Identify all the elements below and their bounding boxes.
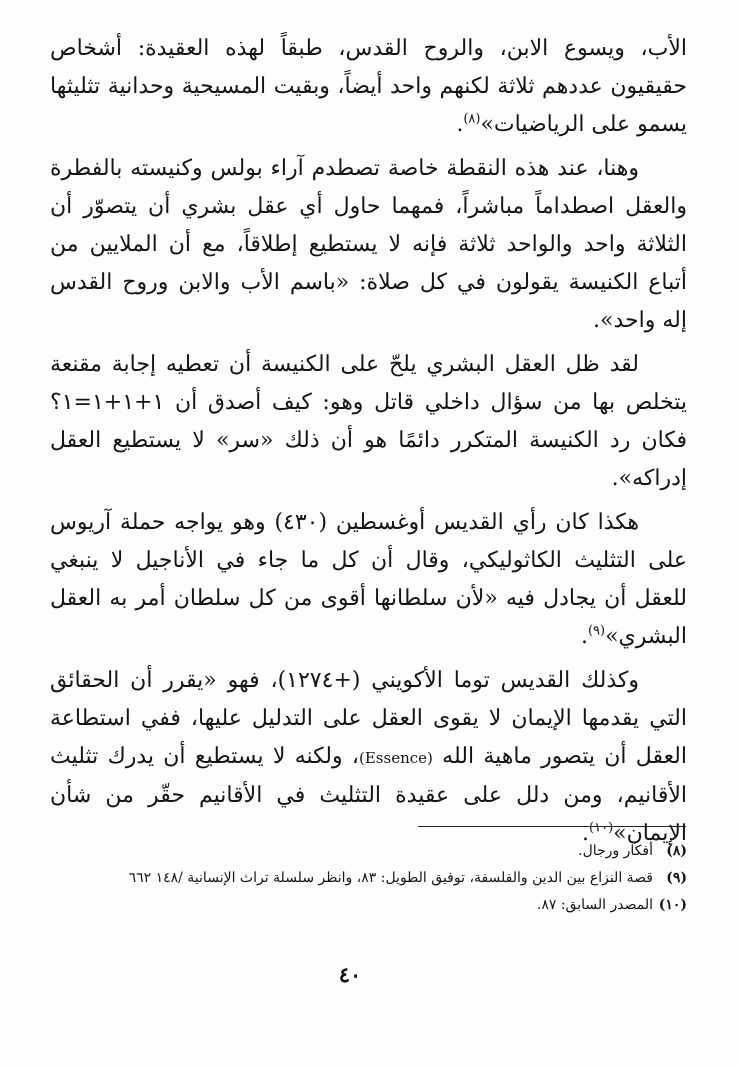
essence-term: (Essence): [359, 749, 433, 767]
footnote-8: [70, 838, 687, 865]
footnote-divider: [418, 826, 686, 827]
footnote-9: [70, 865, 687, 892]
footnote-number: (١٠): [658, 897, 687, 913]
footnote-text: المصدر السابق: ٨٧.: [536, 897, 653, 913]
footnote-ref-10: (١٠): [589, 820, 614, 836]
page-number: ٤٠: [338, 962, 362, 987]
paragraph-1: [50, 30, 687, 144]
footnote-ref-9: (٩): [587, 623, 606, 639]
paragraph-3: [50, 346, 687, 498]
paragraph-1-text: الأب، ويسوع الابن، والروح القدس، طبقاً لهذه العقيدة: أشخاص حقيقيون عددهم ثلاثة لكنهم واحد أيضاً، وبقيت المسيحية وحدانية تثليثها يسمو على الرياضيات»: [50, 36, 687, 137]
body-text: [50, 30, 687, 853]
paragraph-2: [50, 150, 687, 340]
paragraph-5-text: وكذلك القديس توما الأكويني (+١٢٧٤)، فهو «يقرر أن الحقائق التي يقدمها الإيمان لا يقوى العقل على التدليل عليها، ففي استطاعة العقل أن يتصور ماهية الله: [50, 668, 687, 769]
paragraph-4-text: هكذا كان رأي القديس أوغسطين (٤٣٠) وهو يواجه حملة آريوس على التثليث الكاثوليكي، وقال أن كل ما جاء في الأناجيل لا ينبغي للعقل أن يجادل فيه «لأن سلطانها أقوى من كل سلطان أمر به العقل البشري»: [50, 510, 687, 649]
paragraph-4: [50, 504, 687, 656]
paragraph-5-text-continued: ، ولكنه لا يستطيع أن يدرك تثليث الأقانيم، ومن دلل على عقيدة التثليث في الأقانيم حقّر من شأن الإيمان»: [50, 744, 687, 846]
footnote-number: (٨): [666, 843, 687, 859]
footnote-10: [70, 892, 687, 919]
footnote-ref-8: (٨): [463, 111, 481, 127]
paragraph-4-tail: .: [580, 624, 588, 649]
paragraph-5: [50, 662, 687, 853]
footnote-text: قصة النزاع بين الدين والفلسفة، توفيق الطويل: ٨٣، وانظر سلسلة تراث الإنسانية /١٤٨ ٦٦٢: [128, 870, 653, 886]
footnote-text: أفكار ورجال.: [578, 843, 653, 859]
paragraph-3-text: لقد ظل العقل البشري يلحّ على الكنيسة أن تعطيه إجابة مقنعة يتخلص بها من سؤال داخلي قاتل وهو: كيف أصدق أن ١+١+١=١؟ فكان رد الكنيسة المتكرر دائمًا هو أن ذلك «سر» لا يستطيع العقل إدراكه».: [50, 352, 687, 491]
paragraph-1-tail: .: [456, 112, 464, 137]
paragraph-5-tail: .: [582, 821, 590, 846]
footnote-number: (٩): [666, 870, 687, 886]
paragraph-2-text: وهنا، عند هذه النقطة خاصة تصطدم آراء بولس وكنيسته بالفطرة والعقل اصطداماً مباشراً، فمهما حاول أي عقل بشري أن يتصوّر أن الثلاثة واحد والواحد ثلاثة فإنه لا يستطيع إطلاقاً، مع أن الملايين من أتباع الكنيسة يقولون في كل صلاة: «باسم الأب والابن وروح القدس إله واحد».: [50, 156, 687, 333]
footnotes: [70, 838, 687, 919]
